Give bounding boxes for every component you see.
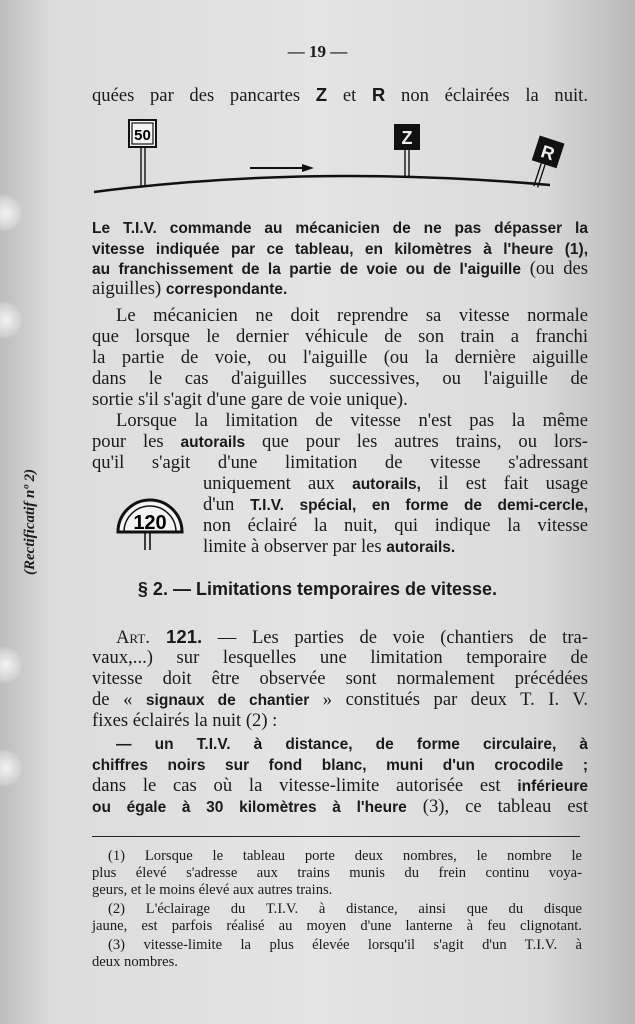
text-line: Lorsque la limitation de vitesse n'est pas la même: [116, 410, 588, 431]
text-line: ou égale à 30 kilomètres à l'heure (3), ce tableau est: [92, 796, 588, 817]
text-line: — un T.I.V. à distance, de forme circulaire, à: [116, 736, 588, 753]
binder-hole: [0, 748, 22, 788]
text-line: d'un T.I.V. spécial, en forme de demi-cercle,: [203, 494, 588, 515]
text-line: Le mécanicien ne doit reprendre sa vitesse normale: [116, 305, 588, 326]
text-line: la partie de voie, ou l'aiguille (ou la dernière aiguille: [92, 347, 588, 368]
footnote: (2) L'éclairage du T.I.V. à distance, ainsi que du disque: [108, 901, 582, 917]
text-line: au franchissement de la partie de voie ou de l'aiguille (ou des: [92, 258, 588, 279]
binder-hole: [0, 300, 22, 340]
footnote: jaune, est parfois réalisé au moyen d'une lanterne à feu clignotant.: [92, 918, 582, 934]
text-line: non éclairé la nuit, qui indique la vitesse: [203, 515, 588, 536]
text-line: Le T.I.V. commande au mécanicien de ne pas dépasser la: [92, 220, 588, 237]
text-line: dans le cas d'aiguilles successives, ou l'aiguille de: [92, 368, 588, 389]
autorail-sign-label: 120: [133, 512, 167, 534]
track-line: [94, 176, 550, 192]
footnote: (3) vitesse-limite la plus élevée lorsqu'il s'agit d'un T.I.V. à: [108, 937, 582, 953]
margin-note: (Rectificatif nº 2): [22, 468, 38, 575]
text-line: Art. 121. — Les parties de voie (chantiers de tra-: [116, 626, 588, 648]
section-heading: § 2. — Limitations temporaires de vitesse.: [137, 579, 498, 599]
footnote-separator: [92, 836, 580, 837]
text-line: quées par des pancartes Z et R non éclairées la nuit.: [92, 84, 588, 106]
signs-diagram: [90, 112, 590, 204]
autorail-sign: [114, 490, 186, 552]
text-line: vitesse doit être observée sont normalement précédées: [92, 668, 588, 689]
page-number: — 19 —: [287, 42, 348, 61]
text-line: aiguilles) correspondante.: [92, 278, 288, 299]
binder-hole: [0, 645, 22, 685]
text-line: qu'il s'agit d'une limitation de vitesse s'adressant: [92, 452, 588, 473]
text-line: vaux,...) sur lesquelles une limitation temporaire de: [92, 647, 588, 668]
text-line: uniquement aux autorails, il est fait usage: [203, 473, 588, 494]
text-line: dans le cas où la vitesse-limite autorisée est inférieure: [92, 775, 588, 796]
r-sign-label: R: [538, 141, 558, 165]
footnote: plus élevé s'adresse aux trains munis du frein continu voya-: [92, 865, 582, 881]
text-line: pour les autorails que pour les autres trains, ou lors-: [92, 431, 588, 452]
text-line: de « signaux de chantier » constitués par deux T. I. V.: [92, 689, 588, 710]
footnote: (1) Lorsque le tableau porte deux nombres, le nombre le: [108, 848, 582, 864]
text-line: chiffres noirs sur fond blanc, muni d'un crocodile ;: [92, 757, 588, 774]
footnote: deux nombres.: [92, 954, 178, 970]
text-line: que lorsque le dernier véhicule de son train a franchi: [92, 326, 588, 347]
binder-hole: [0, 193, 22, 233]
speed-sign-label: 50: [134, 127, 151, 144]
text-line: fixes éclairés la nuit (2) :: [92, 710, 278, 731]
arrow-head: [302, 164, 314, 172]
z-sign-label: Z: [401, 128, 413, 148]
footnote: geurs, et le moins élevé aux autres trains.: [92, 882, 333, 898]
text-line: vitesse indiquée par ce tableau, en kilomètres à l'heure (1),: [92, 241, 588, 258]
text-line: sortie s'il s'agit d'une gare de voie unique).: [92, 389, 408, 410]
text-line: limite à observer par les autorails.: [203, 536, 456, 557]
